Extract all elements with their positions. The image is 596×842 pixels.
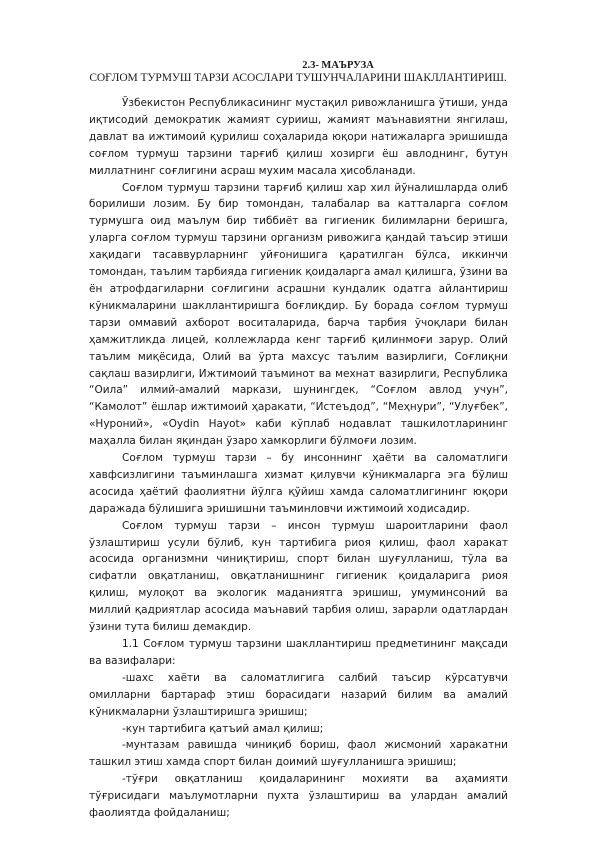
bullet-dash: - xyxy=(122,773,126,786)
lecture-title: СОҒЛОМ ТУРМУШ ТАРЗИ АСОСЛАРИ ТУШУНЧАЛАРИНИ ШАКЛЛАНТИРИШ. xyxy=(89,72,507,84)
bullet-dash: - xyxy=(122,671,126,684)
paragraph: Соғлом турмуш тарзи – инсон турмуш шароитларини фаол ўзлаштириш усули бўлиб, кун тартибига риоя қилиш, фаол харакат асосида организмни чиниқтириш, спорт билан шуғулланиш, тўла ва сифатли овқатланиш, овқатланишнинг гигиеник қоидаларига риоя қилиш, мулоқот ва экологик маданиятга эришиш, умуминсоний ва миллий қадриятлар асосида маънавий тарбия олиш, зарарли одатлардан ўзини тута билиш демакдир. xyxy=(89,519,508,634)
bullet-item xyxy=(89,737,508,771)
paragraph: 1.1 Соғлом турмуш тарзини шакллантириш предметининг мақсади ва вазифалари: xyxy=(89,638,508,667)
bullet-item xyxy=(89,771,508,822)
bullet-text: тўғри овқатланиш қоидаларининг мохияти ва аҳамияти тўғрисидаги маълумотларни пухта ўзлаштириш ва улардан амалий фаолиятда фойдаланиш; xyxy=(89,773,508,820)
bullet-item xyxy=(89,670,508,721)
bullet-dash: - xyxy=(122,739,126,752)
bullet-item xyxy=(89,721,508,738)
body-text xyxy=(89,95,508,822)
bullet-dash: - xyxy=(122,722,126,735)
lecture-number: 2.3- МАЪРУЗА xyxy=(302,60,374,71)
bullet-text: мунтазам равишда чиниқиб бориш, фаол жисмоний харакатни ташкил этиш хамда спорт билан доимий шуғулланишга эришиш; xyxy=(89,739,508,769)
bullet-text: шахс хаёти ва саломатлигига салбий таъсир кўрсатувчи омилларни бартараф этиш борасидаги назарий билим ва амалий кўникмаларни ўзлаштиришга эришиш; xyxy=(89,671,508,718)
paragraph: Соғлом турмуш тарзи – бу инсоннинг ҳаёти ва саломатлиги хавфсизлигини таъминлашга хизмат қилувчи кўникмаларга эга бўлиш асосида ҳаётий фаолиятни йўлга қўйиш хамда саломатлигининг юқори даражада бўлишига эришишни таъминловчи ижтимоий ходисадир. xyxy=(89,452,508,515)
paragraph: Соғлом турмуш тарзини тарғиб қилиш хар хил йўналишларда олиб борилиши лозим. Бу бир томондан, талабалар ва катталарга соғлом турмушга оид маълум бир тиббиёт ва гигиеник билимларни беришга, уларга соғлом турмуш тарзини организм ривожига қандай таъсир этиши хақидаги тасаввурларнинг уйғонишига қаратилган бўлса, иккинчи томондан, таълим тарбияда гигиеник қоидаларга амал қилишга, ўзини ва ён атрофдагиларни соғлигини асрашни кундалик одатга айлантириш кўникмаларини шакллантиришга боғлиқдир. Бу борада соғлом турмуш тарзи оммавий ахборот воситаларида, барча тарбия ўчоқлари билан ҳамжитликда лицей, коллежларда кенг тарғиб қилинмоғи зарур. Олий таълим миқёсида, Олий ва ўрта махсус таълим вазирлиги, Соғлиқни сақлаш вазирлиги, Ижтимоий таъминот ва мехнат вазирлиги, Республика “Оила” илмий-амалий маркази, шунингдек, “Соғлом авлод учун”, “Камолот” ёшлар ижтимоий ҳаракати, “Истеъдод”, “Меҳнури”, “Улуғбек”, «Нуроний», «Oydin Hayot» каби кўплаб нодавлат ташкилотларининг маҳалла билан яқиндан ўзаро хамкорлиги бўлмоғи лозим. xyxy=(89,181,508,448)
paragraph: Ўзбекистон Республикасининг мустақил ривожланишга ўтиши, унда иқтисодий демократик жамият сурииш, жамият маънавиятни янгилаш, давлат ва ижтимоий қурилиш соҳаларида юқори натижаларга эришишда соғлом турмуш тарзини тарғиб қилиш хозирги ёш авлоднинг, бутун миллатнинг соғлигини асраш мухим масала ҳисобланади. xyxy=(89,97,508,177)
bullet-text: кун тартибига қатъий амал қилиш; xyxy=(125,722,324,735)
